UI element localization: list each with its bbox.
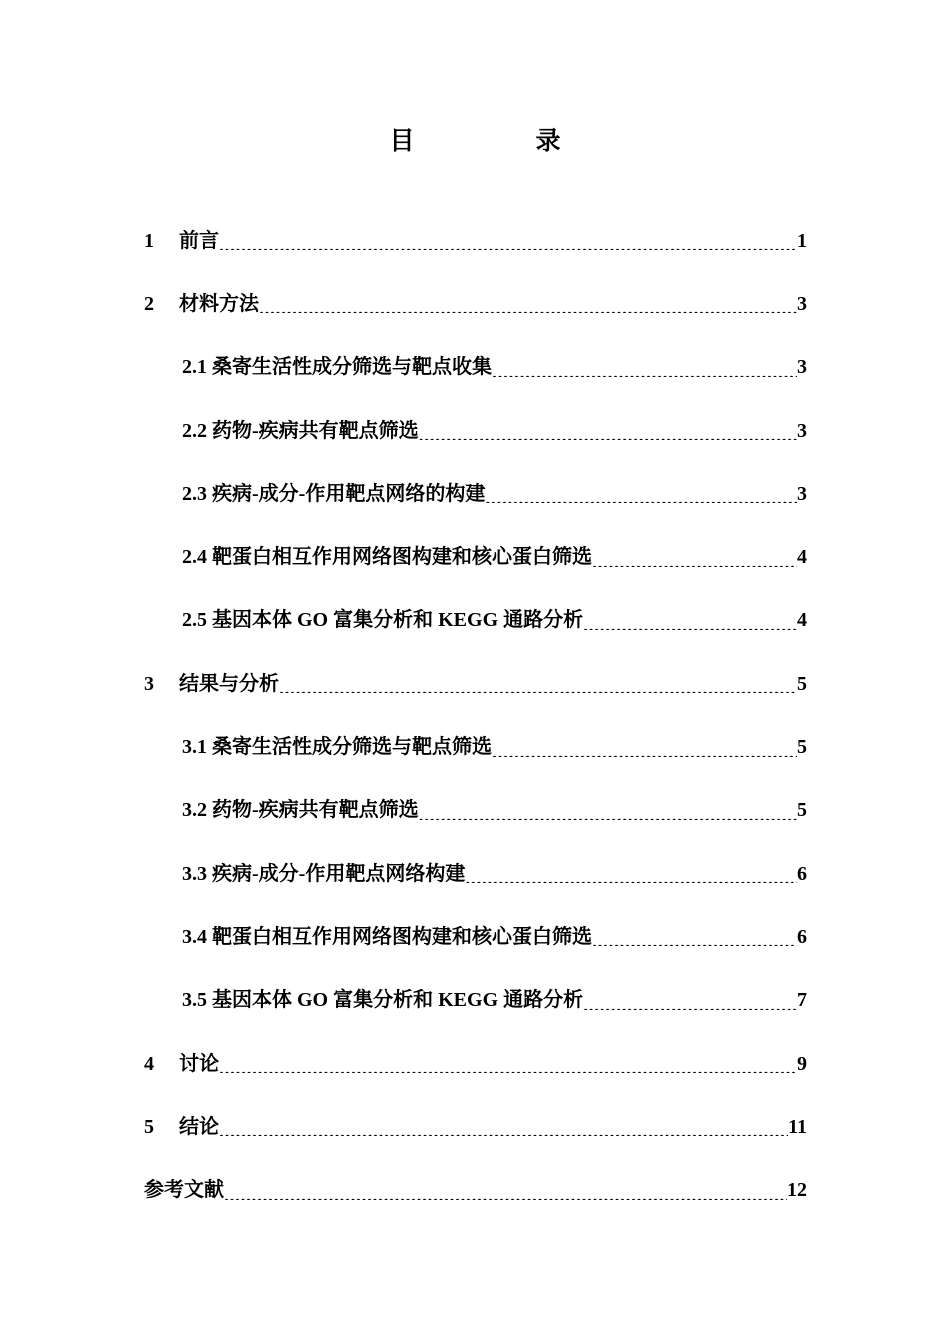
toc-entry-number: 2.2 xyxy=(182,419,212,442)
toc-entry-number: 3.5 xyxy=(182,989,212,1012)
toc-entry-number: 5 xyxy=(144,1115,179,1138)
toc-entry[interactable] xyxy=(144,525,807,588)
toc-entry[interactable] xyxy=(144,779,807,842)
toc-dot-leader xyxy=(219,1117,788,1136)
toc-entry[interactable] xyxy=(144,1095,807,1158)
toc-dot-leader xyxy=(279,674,797,693)
toc-dot-leader xyxy=(583,611,797,630)
toc-entry[interactable] xyxy=(144,715,807,778)
toc-dot-leader xyxy=(419,421,797,440)
toc-entry-number: 2.1 xyxy=(182,356,212,379)
toc-title: 目 录 xyxy=(389,128,609,155)
toc-entry-number: 1 xyxy=(144,229,179,252)
toc-dot-leader xyxy=(224,1181,787,1200)
toc-entry[interactable] xyxy=(144,1032,807,1095)
toc-entry-title: 靶蛋白相互作用网络图构建和核心蛋白筛选 xyxy=(212,546,592,569)
toc-entry-number: 2 xyxy=(144,292,179,315)
toc-entry[interactable] xyxy=(144,209,807,272)
toc-entry-number: 2.5 xyxy=(182,609,212,632)
toc-entry-title: 药物-疾病共有靶点筛选 xyxy=(212,419,419,442)
toc-entry-title: 疾病-成分-作用靶点网络的构建 xyxy=(212,482,486,505)
toc-entry-title: 参考文献 xyxy=(144,1179,224,1202)
toc-entry-number: 3.2 xyxy=(182,799,212,822)
toc-entry-number: 2.3 xyxy=(182,482,212,505)
toc-entry[interactable] xyxy=(144,272,807,335)
toc-entry[interactable] xyxy=(144,652,807,715)
toc-dot-leader xyxy=(465,864,797,883)
toc-entry-page: 3 xyxy=(797,419,807,442)
toc-entry-page: 7 xyxy=(797,989,807,1012)
toc-entry-number: 3.1 xyxy=(182,736,212,759)
toc-entry-title: 结论 xyxy=(179,1115,219,1138)
toc-entry[interactable] xyxy=(144,969,807,1032)
toc-entry-page: 4 xyxy=(797,546,807,569)
toc-dot-leader xyxy=(592,927,797,946)
toc-entry-page: 6 xyxy=(797,925,807,948)
toc-entry[interactable] xyxy=(144,589,807,652)
toc-entry-title: 疾病-成分-作用靶点网络构建 xyxy=(212,862,466,885)
toc-entry-number: 3.4 xyxy=(182,925,212,948)
toc-entry-title: 材料方法 xyxy=(179,292,259,315)
toc-entry-number: 3.3 xyxy=(182,862,212,885)
toc-entry-title: 基因本体 GO 富集分析和 KEGG 通路分析 xyxy=(212,989,584,1012)
toc-entry[interactable] xyxy=(144,905,807,968)
toc-entry-page: 3 xyxy=(797,292,807,315)
toc-dot-leader xyxy=(219,1054,797,1073)
toc-entry-number: 4 xyxy=(144,1052,179,1075)
toc-dot-leader xyxy=(583,991,797,1010)
toc-entry-page: 1 xyxy=(797,229,807,252)
toc-entry[interactable] xyxy=(144,336,807,399)
toc-entry-title: 前言 xyxy=(179,229,219,252)
toc-entry-page: 5 xyxy=(797,799,807,822)
toc-entry[interactable] xyxy=(144,399,807,462)
toc-entry-page: 12 xyxy=(787,1179,807,1202)
toc-entry-page: 11 xyxy=(788,1115,807,1138)
toc-entry-page: 9 xyxy=(797,1052,807,1075)
toc-entry-title: 靶蛋白相互作用网络图构建和核心蛋白筛选 xyxy=(212,925,592,948)
toc-entry-page: 6 xyxy=(797,862,807,885)
table-of-contents xyxy=(144,209,807,1222)
toc-entry-title: 药物-疾病共有靶点筛选 xyxy=(212,799,419,822)
toc-entry-title: 桑寄生活性成分筛选与靶点收集 xyxy=(212,356,492,379)
toc-dot-leader xyxy=(419,801,797,820)
toc-entry-number: 2.4 xyxy=(182,546,212,569)
toc-dot-leader xyxy=(592,548,797,567)
toc-entry-number: 3 xyxy=(144,672,179,695)
toc-dot-leader xyxy=(259,294,797,313)
toc-dot-leader xyxy=(219,231,797,250)
toc-entry-title: 基因本体 GO 富集分析和 KEGG 通路分析 xyxy=(212,609,584,632)
toc-entry-page: 5 xyxy=(797,736,807,759)
toc-dot-leader xyxy=(485,484,797,503)
toc-entry-title: 结果与分析 xyxy=(179,672,279,695)
toc-entry[interactable] xyxy=(144,1158,807,1221)
toc-entry-title: 桑寄生活性成分筛选与靶点筛选 xyxy=(212,736,492,759)
toc-entry-page: 3 xyxy=(797,482,807,505)
toc-entry[interactable] xyxy=(144,462,807,525)
toc-dot-leader xyxy=(492,738,797,757)
toc-dot-leader xyxy=(492,358,797,377)
toc-entry-title: 讨论 xyxy=(179,1052,219,1075)
toc-entry-page: 4 xyxy=(797,609,807,632)
toc-entry-page: 3 xyxy=(797,356,807,379)
toc-entry-page: 5 xyxy=(797,672,807,695)
toc-entry[interactable] xyxy=(144,842,807,905)
